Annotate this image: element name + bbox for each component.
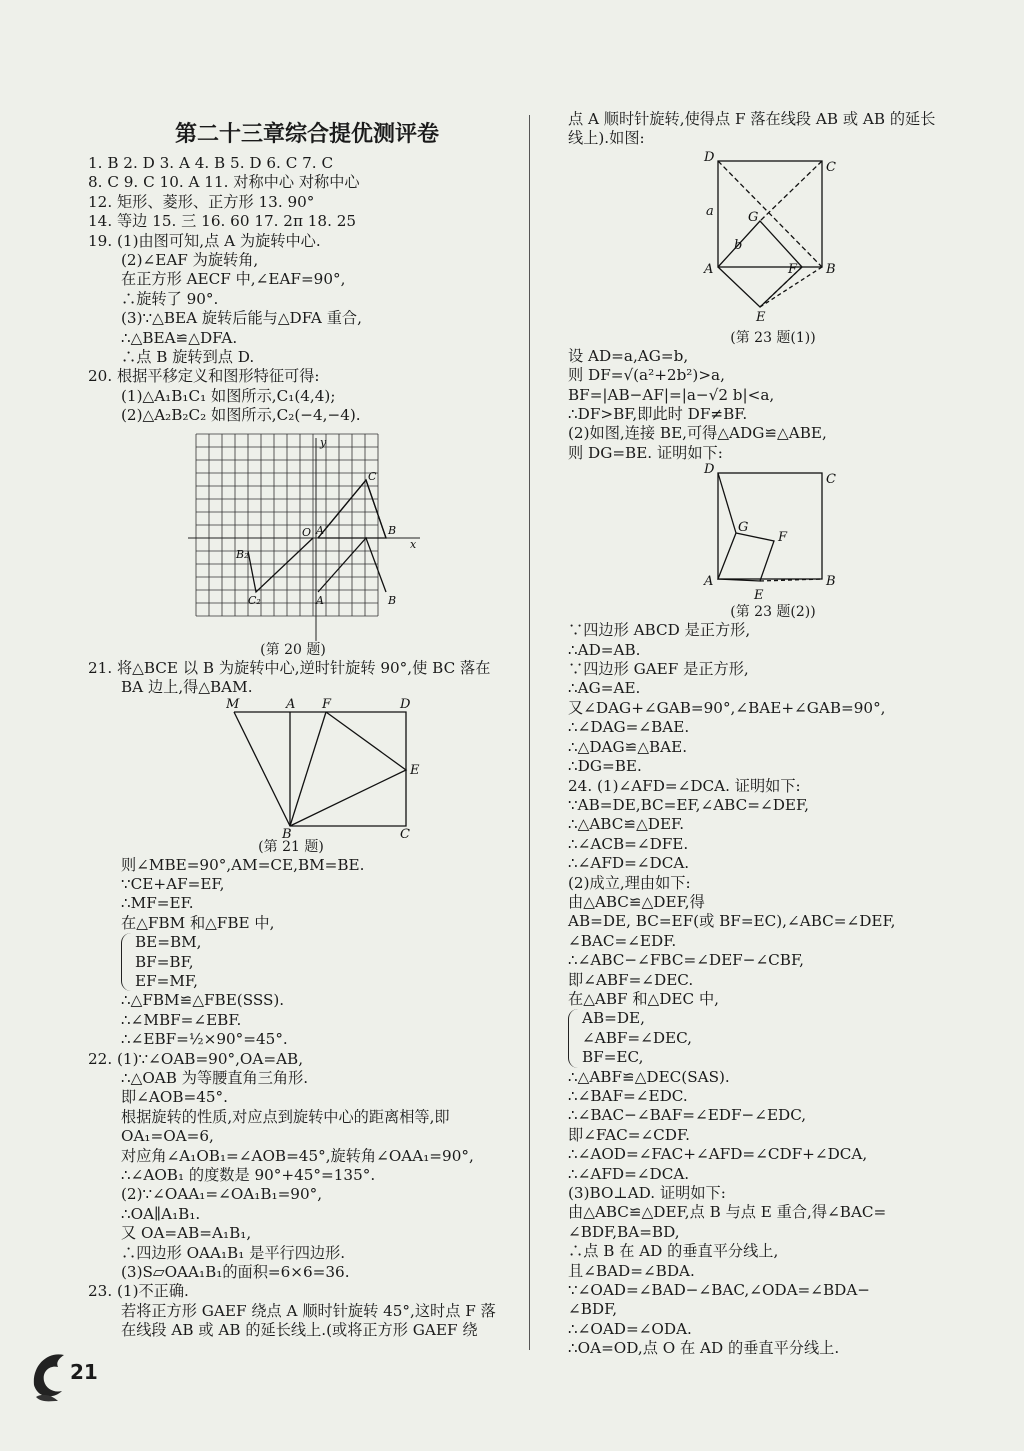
- label-c2: C₂: [248, 593, 261, 607]
- text-line: (2)成立,理由如下:: [568, 873, 691, 892]
- text-line: 由△ABC≌△DEF,点 B 与点 E 重合,得∠BAC=: [568, 1203, 887, 1222]
- label-b: B: [826, 261, 836, 277]
- text-line: ∠BDF,BA=BD,: [568, 1222, 680, 1241]
- label-c: C: [826, 159, 836, 175]
- caption-20: (第 20 题): [260, 641, 326, 658]
- label-b1: B: [388, 523, 397, 537]
- text-line: ∵CE+AF=EF,: [121, 874, 225, 893]
- text-line: ∴∠AOD=∠FAC+∠AFD=∠CDF+∠DCA,: [568, 1145, 868, 1164]
- text-line: ∴OA∥A₁B₁.: [121, 1204, 201, 1223]
- text-line: (2)∠EAF 为旋转角,: [121, 251, 259, 270]
- text-line: 设 AD=a,AG=b,: [568, 346, 689, 365]
- text-line: ∴∠BAC−∠BAF=∠EDF−∠EDC,: [568, 1106, 807, 1125]
- text-line: ∵AB=DE,BC=EF,∠ABC=∠DEF,: [568, 795, 809, 814]
- text-line: OA₁=OA=6,: [121, 1127, 214, 1146]
- text-line: ∴旋转了 90°.: [121, 289, 219, 308]
- label-a1: A: [316, 523, 324, 537]
- text-line: 19. (1)由图可知,点 A 为旋转中心.: [88, 231, 321, 250]
- text-line: (3)∵△BEA 旋转后能与△DFA 重合,: [121, 309, 362, 328]
- text-line: 在线段 AB 或 AB 的延长线上.(或将正方形 GAEF 绕: [121, 1321, 478, 1340]
- text-line: 若将正方形 GAEF 绕点 A 顺时针旋转 45°,这时点 F 落: [121, 1301, 496, 1320]
- text-line: 则 DF=√(a²+2b²)>a,: [568, 366, 725, 385]
- text-line: ∴△ABC≌△DEF.: [568, 815, 685, 834]
- text-line: ∴∠EBF=½×90°=45°.: [121, 1030, 288, 1049]
- text-line: 22. (1)∵∠OAB=90°,OA=AB,: [88, 1049, 304, 1068]
- answers-block-7: [568, 621, 972, 1009]
- label-e: E: [410, 762, 420, 778]
- text-line: ∴AG=AE.: [568, 679, 641, 698]
- label-b2: B₂: [236, 547, 249, 561]
- text-line: ∴△FBM≌△FBE(SSS).: [121, 991, 285, 1010]
- text-line: ∵四边形 ABCD 是正方形,: [568, 621, 751, 640]
- label-a: A: [316, 593, 324, 607]
- label-d: D: [704, 149, 715, 165]
- text-line: 点 A 顺时针旋转,使得点 F 落在线段 AB 或 AB 的延长: [568, 110, 936, 128]
- label-f: F: [322, 697, 332, 712]
- figure-21: [226, 698, 426, 856]
- grid-figure-20: [188, 426, 428, 641]
- page-number: 21: [70, 1360, 98, 1384]
- text-line: 1. B 2. D 3. A 4. B 5. D 6. C 7. C: [88, 154, 334, 172]
- left-column: [88, 110, 526, 1341]
- text-line: (2)△A₂B₂C₂ 如图所示,C₂(−4,−4).: [121, 406, 361, 425]
- figure-20: [188, 426, 428, 659]
- text-line: BF=BF,: [135, 952, 194, 971]
- text-line: 根据旋转的性质,对应点到旋转中心的距离相等,即: [121, 1107, 450, 1126]
- label-b: B: [388, 593, 397, 607]
- label-o: O: [302, 525, 312, 539]
- label-f: F: [788, 261, 798, 277]
- equation-system-2: [568, 1009, 972, 1067]
- text-line: ∴∠MBF=∠EBF.: [121, 1010, 242, 1029]
- text-line: BF=|AB−AF|=|a−√2 b|<a,: [568, 385, 775, 404]
- text-line: 则 DG=BE. 证明如下:: [568, 443, 723, 462]
- text-line: ∴∠DAG=∠BAE.: [568, 718, 690, 737]
- label-x: x: [410, 537, 417, 551]
- brace: [568, 1009, 579, 1067]
- text-line: ∵四边形 GAEF 是正方形,: [568, 660, 749, 679]
- text-line: (1)△A₁B₁C₁ 如图所示,C₁(4,4);: [121, 386, 336, 405]
- caption-23-2: (第 23 题(2)): [730, 604, 816, 621]
- text-line: ∠BDF,: [568, 1300, 618, 1319]
- text-line: 14. 等边 15. 三 16. 60 17. 2π 18. 25: [88, 212, 357, 231]
- text-line: ∴△BEA≌△DFA.: [121, 328, 238, 347]
- label-d: D: [400, 697, 411, 712]
- label-m: M: [226, 697, 240, 712]
- text-line: ∴点 B 在 AD 的垂直平分线上,: [568, 1242, 779, 1261]
- text-line: ∴∠ACB=∠DFE.: [568, 834, 689, 853]
- text-line: ∴AD=AB.: [568, 640, 641, 659]
- label-c1: C: [368, 469, 377, 483]
- dolphin-logo-icon: [28, 1345, 72, 1405]
- text-line: 8. C 9. C 10. A 11. 对称中心 对称中心: [88, 173, 360, 192]
- diagram-23-1: [698, 149, 848, 329]
- label-e: E: [756, 309, 766, 325]
- text-line: (2)如图,连接 BE,可得△ADG≌△ABE,: [568, 424, 827, 443]
- label-b: B: [826, 574, 836, 590]
- text-line: (2)∵∠OAA₁=∠OA₁B₁=90°,: [121, 1185, 323, 1204]
- text-line: ∴∠BAF=∠EDC.: [568, 1087, 688, 1105]
- caption-21: (第 21 题): [258, 838, 324, 855]
- label-a: A: [704, 261, 714, 277]
- diagram-23-2: [698, 463, 848, 603]
- text-line: 由△ABC≌△DEF,得: [568, 892, 705, 911]
- text-line: (3)BO⊥AD. 证明如下:: [568, 1184, 726, 1203]
- text-line: ∴∠AOB₁ 的度数是 90°+45°=135°.: [121, 1166, 376, 1184]
- text-line: ∴△OAB 为等腰直角三角形.: [121, 1068, 309, 1087]
- text-line: ∴OA=OD,点 O 在 AD 的垂直平分线上.: [568, 1339, 840, 1358]
- label-g: G: [748, 209, 759, 225]
- text-line: ∴四边形 OAA₁B₁ 是平行四边形.: [121, 1243, 346, 1262]
- answers-block-4: [88, 991, 526, 1340]
- answers-block-3: [88, 856, 526, 934]
- text-line: 即∠AOB=45°.: [121, 1088, 228, 1107]
- label-g: G: [738, 520, 749, 536]
- right-column: [568, 110, 972, 1359]
- label-f: F: [778, 530, 788, 546]
- text-line: AB=DE, BC=EF(或 BF=EC),∠ABC=∠DEF,: [568, 912, 896, 931]
- text-line: ∴点 B 旋转到点 D.: [121, 348, 255, 367]
- text-line: ∴△ABF≌△DEC(SAS).: [568, 1067, 730, 1086]
- label-c: C: [826, 472, 836, 488]
- text-line: ∴∠AFD=∠DCA.: [568, 854, 690, 873]
- label-y: y: [320, 435, 327, 449]
- text-line: ∴DG=BE.: [568, 757, 642, 776]
- text-line: 即∠FAC=∠CDF.: [568, 1125, 690, 1144]
- text-line: BA 边上,得△BAM.: [121, 678, 253, 697]
- equation-system-1: [88, 933, 526, 991]
- diagram-21: [226, 698, 426, 838]
- answers-block-2: [88, 659, 526, 698]
- text-line: 12. 矩形、菱形、正方形 13. 90°: [88, 192, 315, 211]
- text-line: 在△ABF 和△DEC 中,: [568, 989, 719, 1008]
- text-line: 在正方形 AECF 中,∠EAF=90°,: [121, 270, 346, 289]
- text-line: EF=MF,: [135, 971, 198, 990]
- text-line: 21. 将△BCE 以 B 为旋转中心,逆时针旋转 90°,使 BC 落在: [88, 658, 491, 677]
- text-line: ∠BAC=∠EDF.: [568, 931, 677, 950]
- text-line: 又 OA=AB=A₁B₁,: [121, 1224, 252, 1243]
- answers-block-5: [568, 110, 972, 149]
- text-line: 在△FBM 和△FBE 中,: [121, 913, 275, 932]
- text-line: 且∠BAD=∠BDA.: [568, 1261, 695, 1280]
- text-line: ∴∠ABC−∠FBC=∠DEF−∠CBF,: [568, 951, 804, 970]
- label-a: A: [286, 697, 296, 712]
- text-line: 线上).如图:: [568, 129, 645, 148]
- text-line: 又∠DAG+∠GAB=90°,∠BAE+∠GAB=90°,: [568, 698, 886, 717]
- caption-23-1: (第 23 题(1)): [730, 329, 816, 346]
- text-line: 即∠ABF=∠DEC.: [568, 970, 694, 989]
- figure-23-2: [698, 463, 848, 621]
- text-line: ∴MF=EF.: [121, 894, 194, 913]
- answers-block-1: [88, 154, 526, 426]
- text-line: ∴∠AFD=∠DCA.: [568, 1164, 690, 1183]
- text-line: 23. (1)不正确.: [88, 1282, 189, 1301]
- text-line: 24. (1)∠AFD=∠DCA. 证明如下:: [568, 776, 801, 795]
- text-line: ∴DF>BF,即此时 DF≠BF.: [568, 405, 748, 424]
- text-line: (3)S▱OAA₁B₁的面积=6×6=36.: [121, 1263, 350, 1282]
- answers-block-6: [568, 347, 972, 463]
- label-e: E: [754, 588, 764, 604]
- answers-block-8: [568, 1068, 972, 1359]
- triangle-a2b2c2: [248, 538, 313, 592]
- brace: [121, 933, 132, 991]
- figure-23-1: [698, 149, 848, 347]
- label-a: A: [704, 574, 714, 590]
- text-line: 则∠MBE=90°,AM=CE,BM=BE.: [121, 855, 365, 874]
- text-line: BE=BM,: [135, 933, 202, 952]
- label-b: B: [282, 826, 292, 838]
- column-divider: [529, 115, 530, 1350]
- text-line: BF=EC,: [582, 1048, 644, 1067]
- label-b-len: b: [734, 237, 743, 253]
- text-line: ∠ABF=∠DEC,: [582, 1028, 693, 1047]
- text-line: ∴△DAG≌△BAE.: [568, 737, 688, 756]
- label-c: C: [400, 826, 410, 838]
- text-line: 20. 根据平移定义和图形特征可得:: [88, 367, 320, 386]
- label-d: D: [704, 463, 715, 478]
- label-a-len: a: [706, 203, 714, 219]
- text-line: ∴∠OAD=∠ODA.: [568, 1319, 692, 1338]
- text-line: AB=DE,: [582, 1009, 645, 1028]
- page-title: 第二十三章综合提优测评卷: [174, 122, 439, 147]
- text-line: ∵∠OAD=∠BAD−∠BAC,∠ODA=∠BDA−: [568, 1281, 871, 1300]
- text-line: 对应角∠A₁OB₁=∠AOB=45°,旋转角∠OAA₁=90°,: [121, 1146, 474, 1165]
